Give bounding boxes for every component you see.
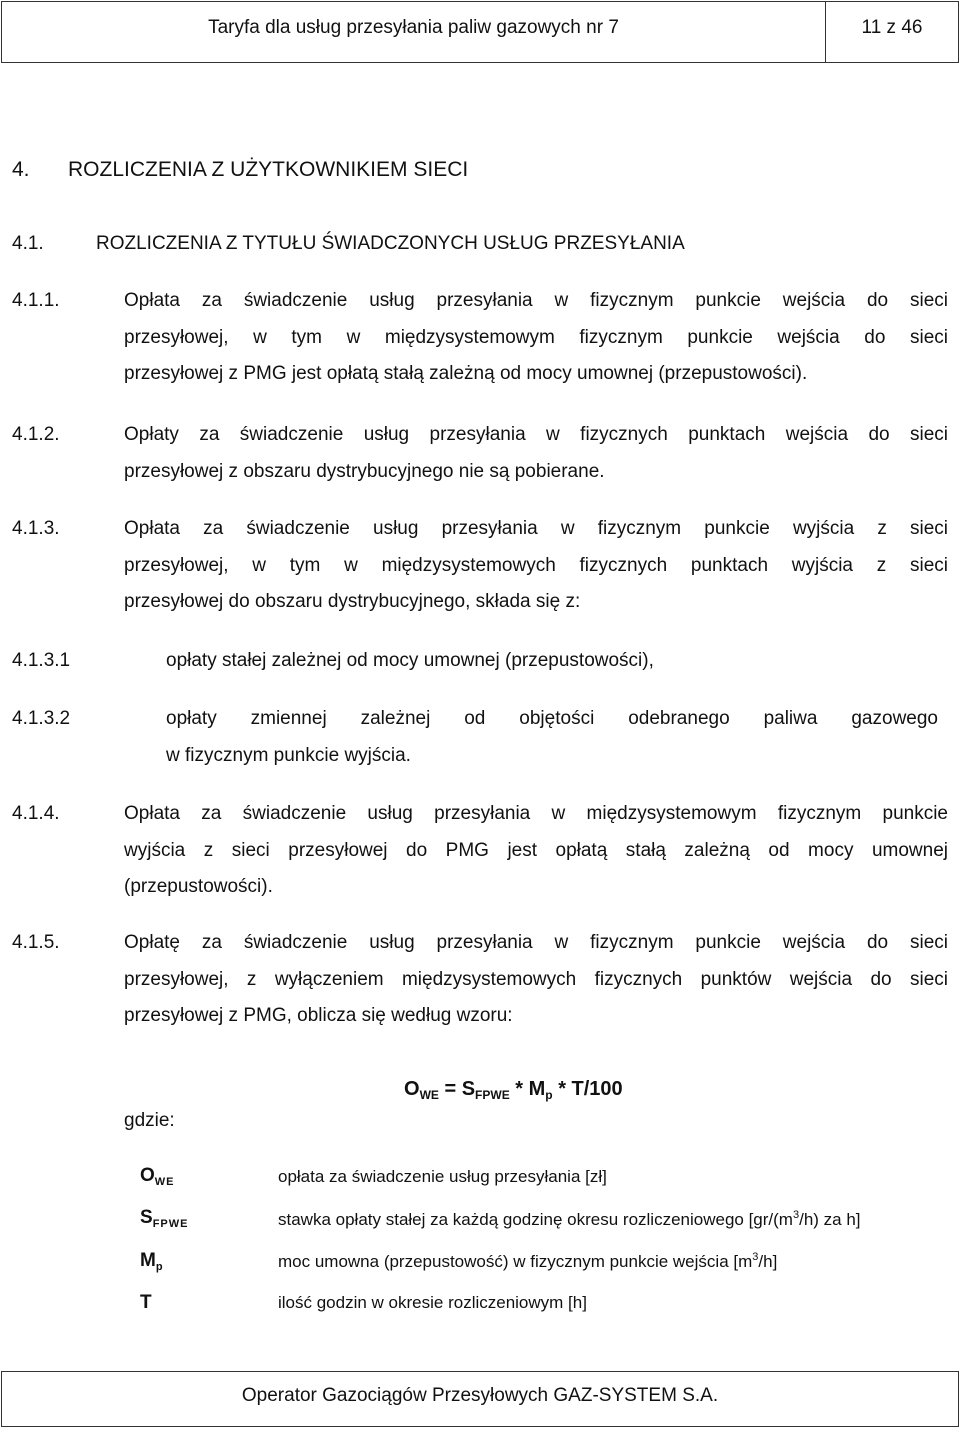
subitem-text (166, 643, 938, 680)
formula-s-sub: FPWE (475, 1088, 510, 1102)
paragraph-line: przesyłowej, z wyłączeniem międzysystemowych fizycznych punktów wejścia do sieci (124, 968, 948, 990)
symbol-subscript: FPWE (152, 1218, 189, 1230)
definition-symbol (140, 1250, 164, 1273)
document-title: Taryfa dla usług przesyłania paliw gazowych nr 7 (208, 17, 619, 38)
paragraph-line: Opłaty za świadczenie usług przesyłania w fizycznych punktach wejścia do sieci (124, 424, 948, 445)
paragraph-text (124, 511, 948, 621)
paragraph-line: (przepustowości). (124, 876, 273, 897)
paragraph-number: 4.1.5. (12, 932, 60, 953)
page-number: 11 z 46 (861, 17, 923, 38)
subsection-title: ROZLICZENIA Z TYTUŁU ŚWIADCZONYCH USŁUG PRZESYŁANIA (96, 233, 685, 254)
paragraph-line: przesyłowej z PMG jest opłatą stałą zależną od mocy umownej (przepustowości). (124, 363, 808, 384)
formula-o: O (404, 1078, 420, 1100)
paragraph-line: przesyłowej z obszaru dystrybucyjnego nie są pobierane. (124, 460, 605, 482)
symbol-letter: S (140, 1207, 153, 1228)
symbol-subscript: p (155, 1261, 164, 1273)
paragraph-line: Opłatę za świadczenie usług przesyłania w fizycznym punkcie wejścia do sieci (124, 932, 948, 953)
symbol-letter: T (140, 1292, 152, 1313)
symbol-letter: O (140, 1165, 155, 1186)
section-number: 4. (12, 158, 30, 181)
paragraph-line: przesyłowej, w tym w międzysystemowym fizycznym punkcie wejścia do sieci (124, 326, 948, 348)
definition-superscript: 3 (752, 1251, 759, 1263)
paragraph-line: Opłata za świadczenie usług przesyłania w międzysystemowym fizycznym punkcie (124, 803, 948, 824)
symbol-subscript: WE (154, 1176, 175, 1188)
subitem-text (166, 701, 938, 774)
subitem-line: opłaty stałej zależnej od mocy umownej (przepustowości), (166, 650, 654, 671)
paragraph-line: przesyłowej, w tym w międzysystemowych fizycznych punktach wyjścia z sieci (124, 554, 948, 576)
definition-symbol (140, 1165, 175, 1188)
definition-symbol (140, 1292, 152, 1314)
definition-text (278, 1251, 777, 1272)
paragraph-text (124, 796, 948, 906)
paragraph-number: 4.1.3. (12, 518, 60, 539)
formula-rest: * T/100 (552, 1078, 623, 1100)
footer-company: Operator Gazociągów Przesyłowych GAZ-SYSTEM S.A. (241, 1385, 719, 1406)
where-label: gdzie: (124, 1110, 175, 1131)
paragraph-text (124, 925, 948, 1035)
page-header (1, 1, 959, 63)
definition-superscript: 3 (792, 1209, 800, 1221)
subitem-number: 4.1.3.1 (12, 650, 71, 671)
subitem-line: w fizycznym punkcie wyjścia. (166, 744, 411, 766)
formula-s: S (461, 1078, 476, 1100)
paragraph-line: Opłata za świadczenie usług przesyłania w fizycznym punkcie wyjścia z sieci (124, 518, 948, 539)
formula-m: M (528, 1078, 546, 1100)
symbol-letter: M (140, 1250, 156, 1271)
subitem-line: opłaty zmiennej zależnej od objętości odebranego paliwa gazowego (166, 708, 938, 729)
formula-m-sub: p (545, 1088, 553, 1102)
definition-text-part: stawka opłaty stałej za każdą godzinę okresu rozliczeniowego [gr/(m (278, 1210, 793, 1229)
definition-text (278, 1209, 861, 1230)
formula-eq: = (438, 1078, 462, 1100)
definition-text: opłata za świadczenie usług przesyłania [zł] (278, 1167, 607, 1186)
paragraph-line: wyjścia z sieci przesyłowej do PMG jest opłatą stałą zależną od mocy umownej (124, 839, 948, 861)
definition-text-part: moc umowna (przepustowość) w fizycznym punkcie wejścia [m (278, 1252, 753, 1271)
formula-times: * (509, 1078, 529, 1100)
page-footer (1, 1371, 959, 1427)
paragraph-line: Opłata za świadczenie usług przesyłania w fizycznym punkcie wejścia do sieci (124, 290, 948, 311)
definition-symbol (140, 1207, 188, 1230)
paragraph-text (124, 283, 948, 393)
formula (404, 1078, 623, 1102)
subitem-number: 4.1.3.2 (12, 708, 71, 729)
paragraph-line: przesyłowej do obszaru dystrybucyjnego, składa się z: (124, 591, 581, 612)
definition-text-part: /h] (758, 1252, 778, 1271)
definition-text: ilość godzin w okresie rozliczeniowym [h] (278, 1293, 587, 1312)
formula-o-sub: WE (419, 1088, 439, 1102)
paragraph-number: 4.1.2. (12, 424, 60, 445)
paragraph-text (124, 417, 948, 490)
subsection-number: 4.1. (12, 233, 44, 254)
paragraph-number: 4.1.4. (12, 803, 60, 824)
paragraph-number: 4.1.1. (12, 290, 60, 311)
section-title: ROZLICZENIA Z UŻYTKOWNIKIEM SIECI (68, 158, 469, 181)
paragraph-line: przesyłowej z PMG, oblicza się według wzoru: (124, 1005, 513, 1026)
definition-text-part: /h) za h] (799, 1210, 861, 1229)
